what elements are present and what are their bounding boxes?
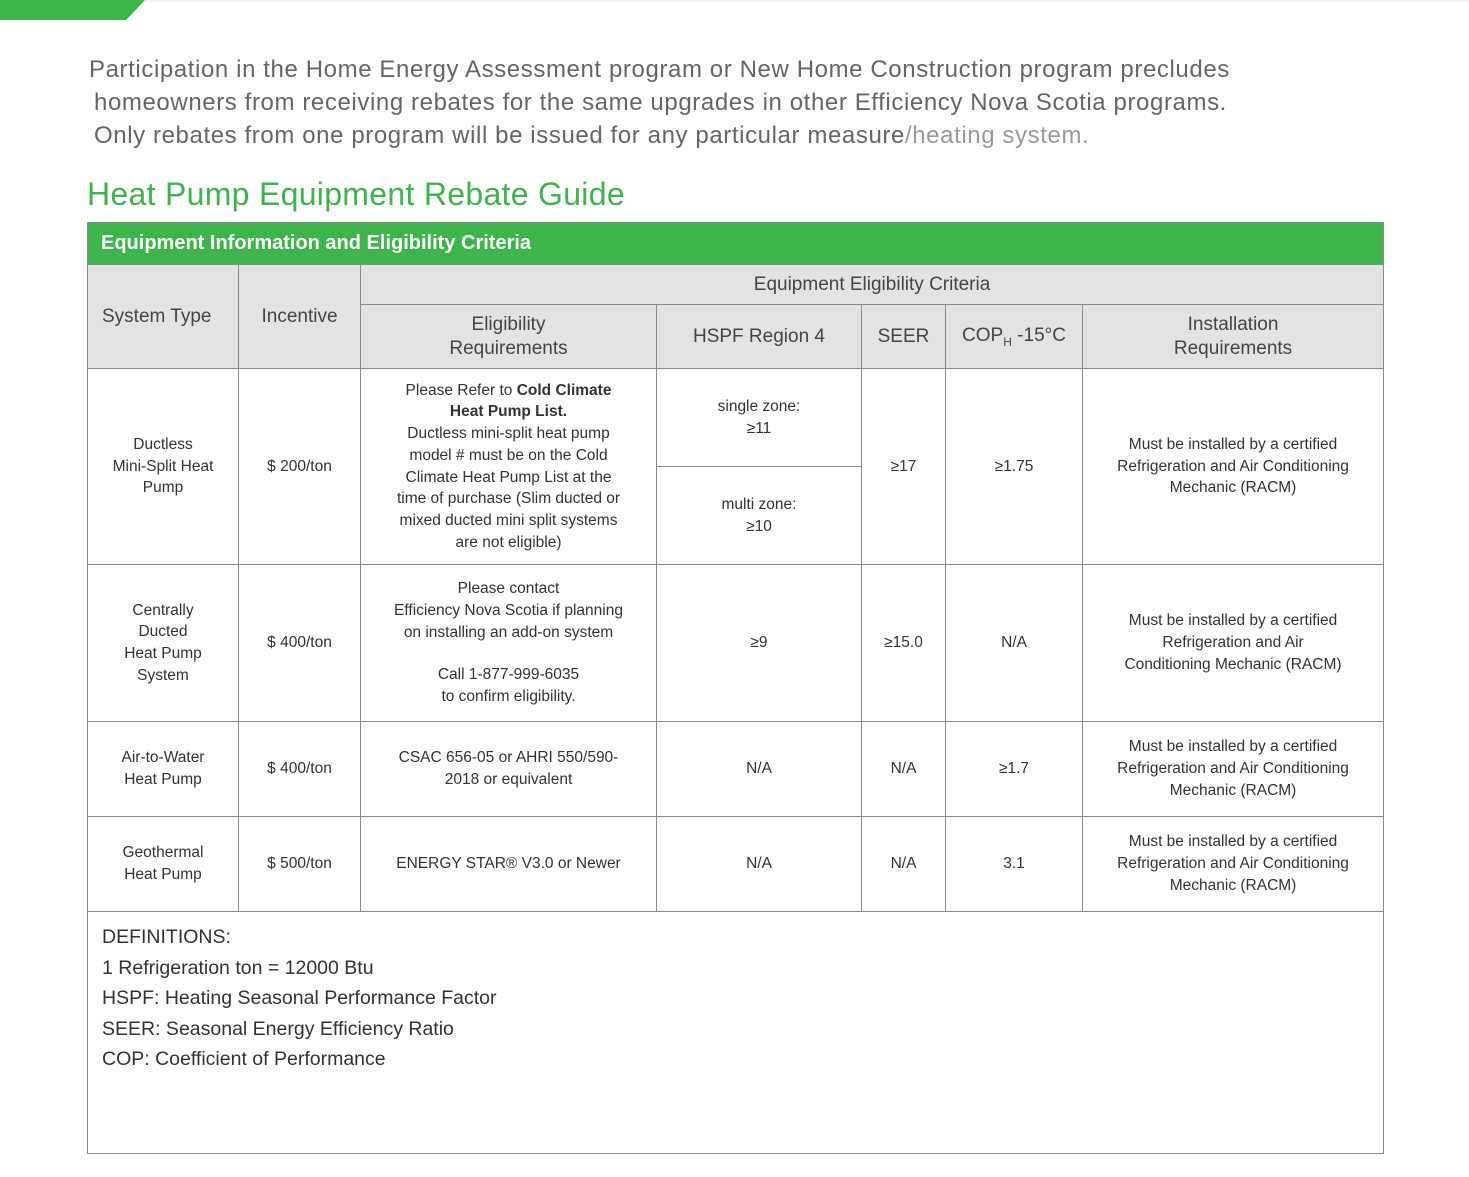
row3-installation-line: Must be installed by a certified bbox=[1128, 738, 1338, 756]
top-rule bbox=[145, 0, 1469, 2]
row4-installation-line: Refrigeration and Air Conditioning bbox=[1117, 855, 1349, 873]
row3-seer: N/A bbox=[862, 722, 946, 817]
row1-hspf-multi bbox=[657, 467, 862, 565]
definitions-box bbox=[88, 912, 1384, 1154]
row2-eligibility-line: to confirm eligibility. bbox=[441, 688, 576, 706]
row1-eligibility-link-2: Heat Pump List. bbox=[449, 403, 568, 421]
row3-eligibility bbox=[361, 722, 657, 817]
definition-item: 1 Refrigeration ton = 12000 Btu bbox=[102, 956, 374, 979]
header-cop-sub: H bbox=[1003, 335, 1012, 349]
intro-paragraph bbox=[89, 53, 1389, 152]
header-installation-line1: Installation bbox=[1187, 313, 1279, 335]
row3-incentive: $ 400/ton bbox=[239, 722, 361, 817]
row2-hspf: ≥9 bbox=[657, 565, 862, 722]
row1-hspf-single-value: ≥11 bbox=[746, 419, 772, 437]
row4-cop: 3.1 bbox=[946, 817, 1083, 912]
row1-hspf-multi-value: ≥10 bbox=[746, 517, 772, 535]
row1-installation-line: Mechanic (RACM) bbox=[1169, 479, 1297, 497]
row2-eligibility-phone: Call 1-877-999-6035 bbox=[437, 666, 580, 684]
row3-hspf: N/A bbox=[657, 722, 862, 817]
header-criteria-group: Equipment Eligibility Criteria bbox=[361, 265, 1384, 305]
row1-eligibility-line: are not eligible) bbox=[455, 533, 562, 551]
row1-system-line: Mini-Split Heat bbox=[112, 457, 214, 475]
row2-eligibility-line: on installing an add-on system bbox=[403, 623, 614, 641]
row2-system-line: Heat Pump bbox=[124, 645, 202, 662]
row4-seer: N/A bbox=[862, 817, 946, 912]
header-cop-temp: -15°C bbox=[1011, 325, 1066, 346]
row2-system-line: System bbox=[137, 666, 189, 684]
row3-cop: ≥1.7 bbox=[946, 722, 1083, 817]
row1-system-line: Ductless bbox=[133, 435, 193, 453]
row1-eligibility-line: model # must be on the Cold bbox=[409, 446, 608, 464]
rebate-table bbox=[87, 222, 1384, 1154]
row3-eligibility-line: 2018 or equivalent bbox=[444, 771, 573, 788]
header-hspf: HSPF Region 4 bbox=[657, 305, 862, 369]
row3-system-type bbox=[88, 722, 239, 817]
row4-installation-line: Mechanic (RACM) bbox=[1169, 876, 1297, 894]
row1-hspf-single bbox=[657, 369, 862, 467]
header-cop bbox=[946, 305, 1083, 369]
header-eligibility-line1: Eligibility bbox=[471, 313, 546, 335]
header-cop-main: COP bbox=[962, 325, 1004, 346]
page-title: Heat Pump Equipment Rebate Guide bbox=[87, 176, 625, 212]
row1-eligibility bbox=[361, 369, 657, 565]
row1-system-type bbox=[88, 369, 239, 565]
row1-installation-line: Refrigeration and Air Conditioning bbox=[1117, 457, 1349, 475]
row2-installation bbox=[1083, 565, 1384, 722]
intro-line-1: Participation in the Home Energy Assessment program or New Home Construction program precludes bbox=[89, 56, 1230, 83]
row1-eligibility-line: time of purchase (Slim ducted or bbox=[396, 490, 621, 508]
row3-installation-line: Mechanic (RACM) bbox=[1169, 781, 1297, 799]
row1-installation bbox=[1083, 369, 1384, 565]
row2-eligibility bbox=[361, 565, 657, 722]
row2-seer: ≥15.0 bbox=[862, 565, 946, 722]
header-eligibility bbox=[361, 305, 657, 369]
header-system-type: System Type bbox=[88, 265, 239, 369]
row4-system-type bbox=[88, 817, 239, 912]
header-eligibility-line2: Requirements bbox=[449, 337, 568, 359]
row2-installation-line: Conditioning Mechanic (RACM) bbox=[1124, 655, 1342, 673]
row3-eligibility-line: CSAC 656-05 or AHRI 550/590- bbox=[398, 749, 619, 767]
row3-system-line: Air-to-Water bbox=[121, 749, 205, 767]
intro-line-3 bbox=[89, 119, 1389, 152]
row1-installation-line: Must be installed by a certified bbox=[1128, 435, 1338, 453]
row2-installation-line: Must be installed by a certified bbox=[1128, 612, 1338, 630]
row4-incentive: $ 500/ton bbox=[239, 817, 361, 912]
row1-eligibility-line bbox=[361, 380, 656, 402]
row1-hspf-multi-label: multi zone: bbox=[721, 495, 797, 513]
header-seer: SEER bbox=[862, 305, 946, 369]
row4-installation bbox=[1083, 817, 1384, 912]
row1-system-line: Pump bbox=[142, 479, 184, 497]
top-accent-tab bbox=[0, 0, 145, 20]
row4-system-line: Heat Pump bbox=[124, 866, 202, 883]
row1-seer: ≥17 bbox=[862, 369, 946, 565]
intro-line-3-main: Only rebates from one program will be issued for any particular measure bbox=[94, 122, 905, 149]
row2-eligibility-spacer bbox=[361, 643, 656, 664]
row3-installation-line: Refrigeration and Air Conditioning bbox=[1117, 760, 1349, 778]
row1-eligibility-link-1: Cold Climate bbox=[516, 381, 612, 399]
row1-eligibility-line bbox=[361, 401, 656, 423]
row3-system-line: Heat Pump bbox=[124, 771, 202, 788]
row4-hspf: N/A bbox=[657, 817, 862, 912]
row2-system-line: Ducted bbox=[138, 623, 188, 641]
definition-item: SEER: Seasonal Energy Efficiency Ratio bbox=[102, 1017, 454, 1040]
header-incentive: Incentive bbox=[239, 265, 361, 369]
row2-eligibility-line: Please contact bbox=[457, 580, 560, 598]
table-banner: Equipment Information and Eligibility Criteria bbox=[88, 223, 1384, 265]
row4-eligibility: ENERGY STAR® V3.0 or Newer bbox=[361, 817, 657, 912]
row1-eligibility-pre: Please Refer to bbox=[405, 381, 517, 399]
row4-system-line: Geothermal bbox=[122, 844, 204, 862]
row4-installation-line: Must be installed by a certified bbox=[1128, 833, 1338, 851]
row2-system-line: Centrally bbox=[132, 601, 194, 619]
row1-incentive: $ 200/ton bbox=[239, 369, 361, 565]
row1-hspf-single-label: single zone: bbox=[717, 397, 801, 415]
row1-cop: ≥1.75 bbox=[946, 369, 1083, 565]
header-installation bbox=[1083, 305, 1384, 369]
header-installation-line2: Requirements bbox=[1173, 337, 1293, 359]
row1-eligibility-line: Ductless mini-split heat pump bbox=[407, 425, 610, 443]
intro-line-3-faded: /heating system. bbox=[904, 122, 1090, 149]
definitions-heading: DEFINITIONS: bbox=[102, 926, 231, 948]
definition-item: HSPF: Heating Seasonal Performance Factor bbox=[102, 987, 497, 1009]
row1-eligibility-line: mixed ducted mini split systems bbox=[399, 511, 618, 529]
row2-installation-line: Refrigeration and Air bbox=[1162, 634, 1304, 652]
row2-incentive: $ 400/ton bbox=[239, 565, 361, 722]
row2-eligibility-line: Efficiency Nova Scotia if planning bbox=[394, 601, 623, 619]
row2-cop: N/A bbox=[946, 565, 1083, 722]
row3-installation bbox=[1083, 722, 1384, 817]
definition-item: COP: Coefficient of Performance bbox=[102, 1048, 386, 1070]
row1-eligibility-line: Climate Heat Pump List at the bbox=[405, 468, 612, 486]
intro-line-2: homeowners from receiving rebates for the same upgrades in other Efficiency Nova Scotia programs. bbox=[94, 89, 1227, 116]
row2-system-type bbox=[88, 565, 239, 722]
